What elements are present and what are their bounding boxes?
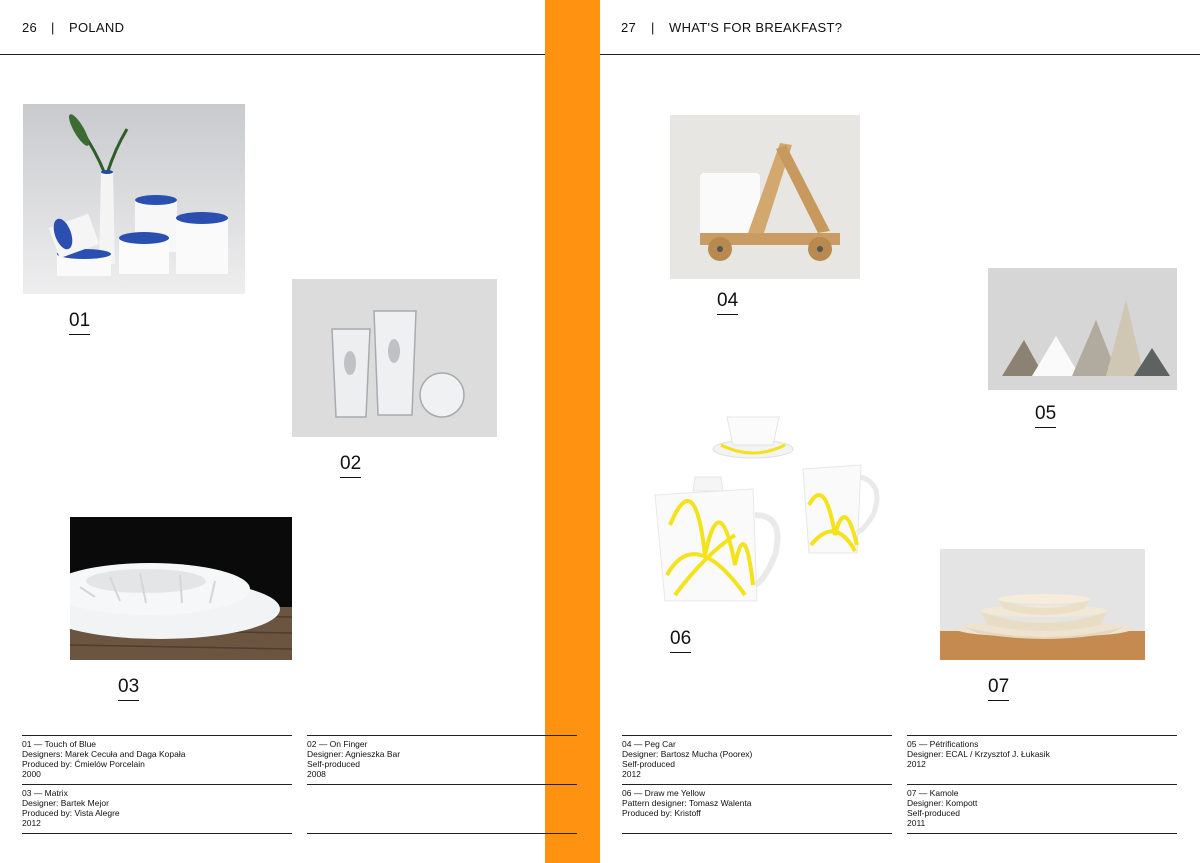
photo-on-finger xyxy=(292,279,497,437)
caption-rule-05-top xyxy=(907,735,1177,736)
item-number-02: 02 xyxy=(340,453,361,478)
orange-spine xyxy=(545,0,600,863)
caption-07-title: 07 — Kamole xyxy=(907,788,959,798)
item-number-06: 06 xyxy=(670,628,691,653)
right-page-number: 27 xyxy=(621,20,637,35)
item-number-07: 07 xyxy=(988,676,1009,701)
caption-rule-left-bottom xyxy=(307,833,577,834)
caption-04-title: 04 — Peg Car xyxy=(622,739,676,749)
caption-06-producer: Produced by: Kristoff xyxy=(622,808,701,818)
caption-03-year: 2012 xyxy=(22,818,41,828)
left-header-rule xyxy=(0,54,545,55)
caption-05-designer: Designer: ECAL / Krzysztof J. Łukasik xyxy=(907,749,1050,759)
caption-rule-06-bottom xyxy=(622,833,892,834)
left-header-separator: | xyxy=(51,20,55,35)
caption-04-year: 2012 xyxy=(622,769,641,779)
caption-rule-07-top xyxy=(907,784,1177,785)
left-page-number: 26 xyxy=(22,20,38,35)
caption-01 xyxy=(22,739,185,779)
caption-02-producer: Self-produced xyxy=(307,759,360,769)
photo-petrifications xyxy=(988,268,1177,390)
caption-03-designer: Designer: Bartek Mejor xyxy=(22,798,109,808)
caption-07 xyxy=(907,788,977,828)
caption-04-producer: Self-produced xyxy=(622,759,675,769)
caption-07-year: 2011 xyxy=(907,818,926,828)
caption-04-designer: Designer: Bartosz Mucha (Poorex) xyxy=(622,749,753,759)
caption-07-designer: Designer: Kompott xyxy=(907,798,978,808)
caption-01-producer: Produced by: Ćmielów Porcelain xyxy=(22,759,145,769)
caption-04 xyxy=(622,739,752,779)
caption-03-producer: Produced by: Vista Alegre xyxy=(22,808,120,818)
item-number-01: 01 xyxy=(69,310,90,335)
photo-matrix xyxy=(70,517,292,660)
caption-02 xyxy=(307,739,400,779)
photo-peg-car xyxy=(670,115,860,279)
caption-06-designer: Pattern designer: Tomasz Walenta xyxy=(622,798,752,808)
caption-rule-03-bottom xyxy=(22,833,292,834)
caption-06 xyxy=(622,788,751,818)
right-page-title: WHAT'S FOR BREAKFAST? xyxy=(669,20,843,35)
caption-05-title: 05 — Pétrifications xyxy=(907,739,979,749)
caption-07-producer: Self-produced xyxy=(907,808,960,818)
caption-06-title: 06 — Draw me Yellow xyxy=(622,788,706,798)
right-header-separator: | xyxy=(651,20,655,35)
photo-touch-of-blue xyxy=(23,104,245,294)
caption-01-year: 2000 xyxy=(22,769,41,779)
caption-05 xyxy=(907,739,1050,769)
caption-rule-right-col-middle xyxy=(307,784,577,785)
caption-02-year: 2008 xyxy=(307,769,326,779)
photo-draw-me-yellow xyxy=(625,405,890,618)
caption-02-designer: Designer: Agnieszka Bar xyxy=(307,749,401,759)
caption-rule-03-top xyxy=(22,784,292,785)
caption-03-title: 03 — Matrix xyxy=(22,788,68,798)
caption-01-title: 01 — Touch of Blue xyxy=(22,739,97,749)
caption-02-title: 02 — On Finger xyxy=(307,739,368,749)
caption-rule-06-top xyxy=(622,784,892,785)
caption-rule-07-bottom xyxy=(907,833,1177,834)
right-header-rule xyxy=(600,54,1200,55)
photo-kamole xyxy=(940,549,1145,660)
item-number-05: 05 xyxy=(1035,403,1056,428)
caption-rule-04-top xyxy=(622,735,892,736)
caption-05-year: 2012 xyxy=(907,759,926,769)
caption-01-designer: Designers: Marek Cecuła and Daga Kopała xyxy=(22,749,186,759)
caption-03 xyxy=(22,788,120,828)
left-page-title: POLAND xyxy=(69,20,125,35)
caption-rule-01-top xyxy=(22,735,292,736)
item-number-03: 03 xyxy=(118,676,139,701)
caption-rule-02-top xyxy=(307,735,577,736)
item-number-04: 04 xyxy=(717,290,738,315)
